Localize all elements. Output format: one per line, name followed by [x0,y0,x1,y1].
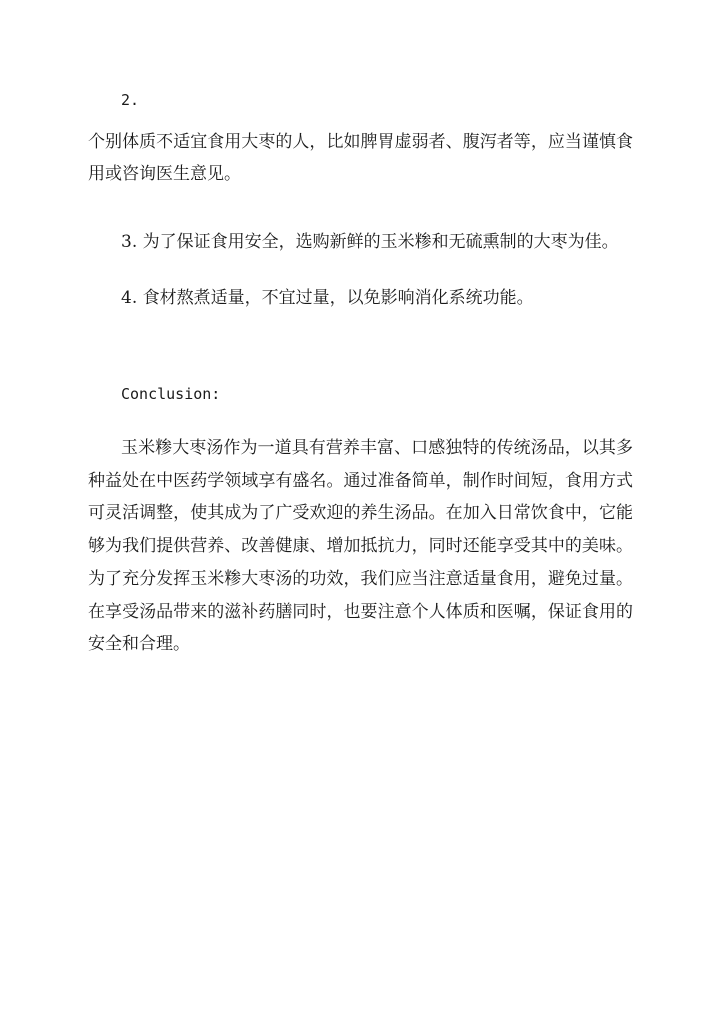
conclusion-heading: Conclusion: [121,385,221,403]
list-item-2-text: 个别体质不适宜食用大枣的人，比如脾胃虚弱者、腹泻者等，应当谨慎食用或咨询医生意见。 [88,132,633,184]
list-item-4: 4. 食材熬煮适量，不宜过量，以免影响消化系统功能。 [121,288,534,308]
conclusion-paragraph: 玉米糁大枣汤作为一道具有营养丰富、口感独特的传统汤品，以其多种益处在中医药学领域享有盛名。通过准备简单，制作时间短，食用方式可灵活调整，使其成为了广受欢迎的养生汤品。在加入日常饮食中，它能够为我们提供营养、改善健康、增加抵抗力，同时还能享受其中的美味。为了充分发挥玉米糁大枣汤的功效，我们应当注意适量食用，避免过量。在享受汤品带来的滋补药膳同时，也要注意个人体质和医嘱，保证食用的安全和合理。 [88,438,633,655]
list-item-3: 3. 为了保证食用安全，选购新鲜的玉米糁和无硫熏制的大枣为佳。 [121,232,619,252]
list-item-2-number: 2. [121,91,140,109]
